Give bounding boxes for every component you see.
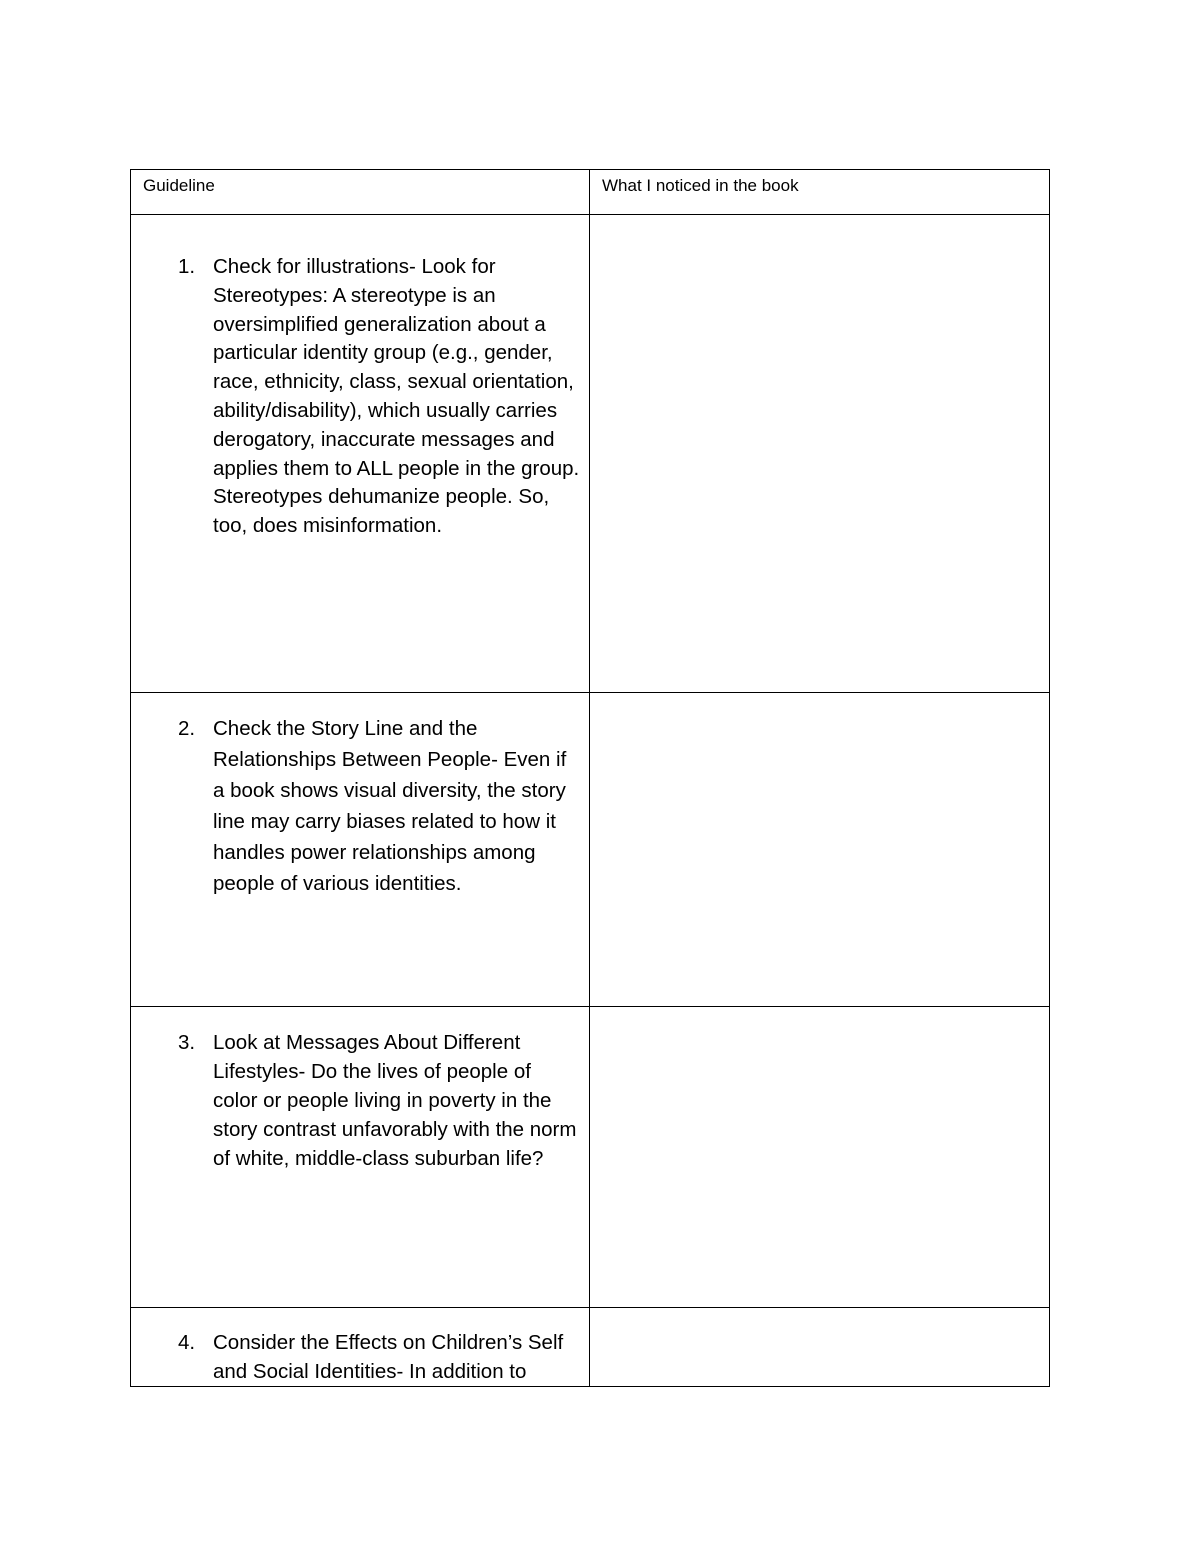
- notes-cell[interactable]: [590, 1308, 1050, 1387]
- cell-clip: [131, 1308, 589, 1386]
- guideline-item: [131, 215, 589, 541]
- item-number: 1.: [178, 255, 196, 278]
- guideline-header: Guideline: [143, 176, 215, 195]
- table-row: [131, 1007, 1050, 1308]
- guideline-item: [131, 693, 589, 899]
- guideline-table: [130, 169, 1050, 1387]
- noticed-header-cell: [590, 170, 1050, 215]
- notes-cell[interactable]: [590, 215, 1050, 693]
- guideline-cell: [131, 215, 590, 693]
- guideline-item: [131, 1308, 589, 1386]
- item-text: Check the Story Line and the Relationships Between People- Even if a book shows visual diversity, the story line may carry biases related to how it handles power relationships among people of various identities.: [213, 717, 567, 895]
- item-number: 3.: [178, 1031, 196, 1054]
- noticed-header: What I noticed in the book: [602, 176, 799, 195]
- table-row: [131, 1308, 1050, 1387]
- guideline-cell: [131, 1007, 590, 1308]
- item-text: Consider the Effects on Children’s Self and Social Identities- In addition to: [213, 1331, 564, 1383]
- guideline-cell: [131, 693, 590, 1007]
- notes-cell[interactable]: [590, 693, 1050, 1007]
- table-row: [131, 215, 1050, 693]
- guideline-header-cell: [131, 170, 590, 215]
- item-number: 4.: [178, 1331, 196, 1354]
- table-header-row: [131, 170, 1050, 215]
- item-text: Look at Messages About Different Lifestyles- Do the lives of people of color or people living in poverty in the story contrast unfavorably with the norm of white, middle-class suburban life?: [213, 1031, 577, 1170]
- table-row: [131, 693, 1050, 1007]
- guideline-cell: [131, 1308, 590, 1387]
- notes-cell[interactable]: [590, 1007, 1050, 1308]
- item-text: Check for illustrations- Look for Stereotypes: A stereotype is an oversimplified generalization about a particular identity group (e.g., gender, race, ethnicity, class, sexual orientation, ability/disability), which usually carries derogatory, inaccurate messages and applies them to ALL people in the group. Stereotypes dehumanize people. So, too, does misinformation.: [213, 255, 580, 538]
- guideline-item: [131, 1007, 589, 1173]
- item-number: 2.: [178, 717, 196, 740]
